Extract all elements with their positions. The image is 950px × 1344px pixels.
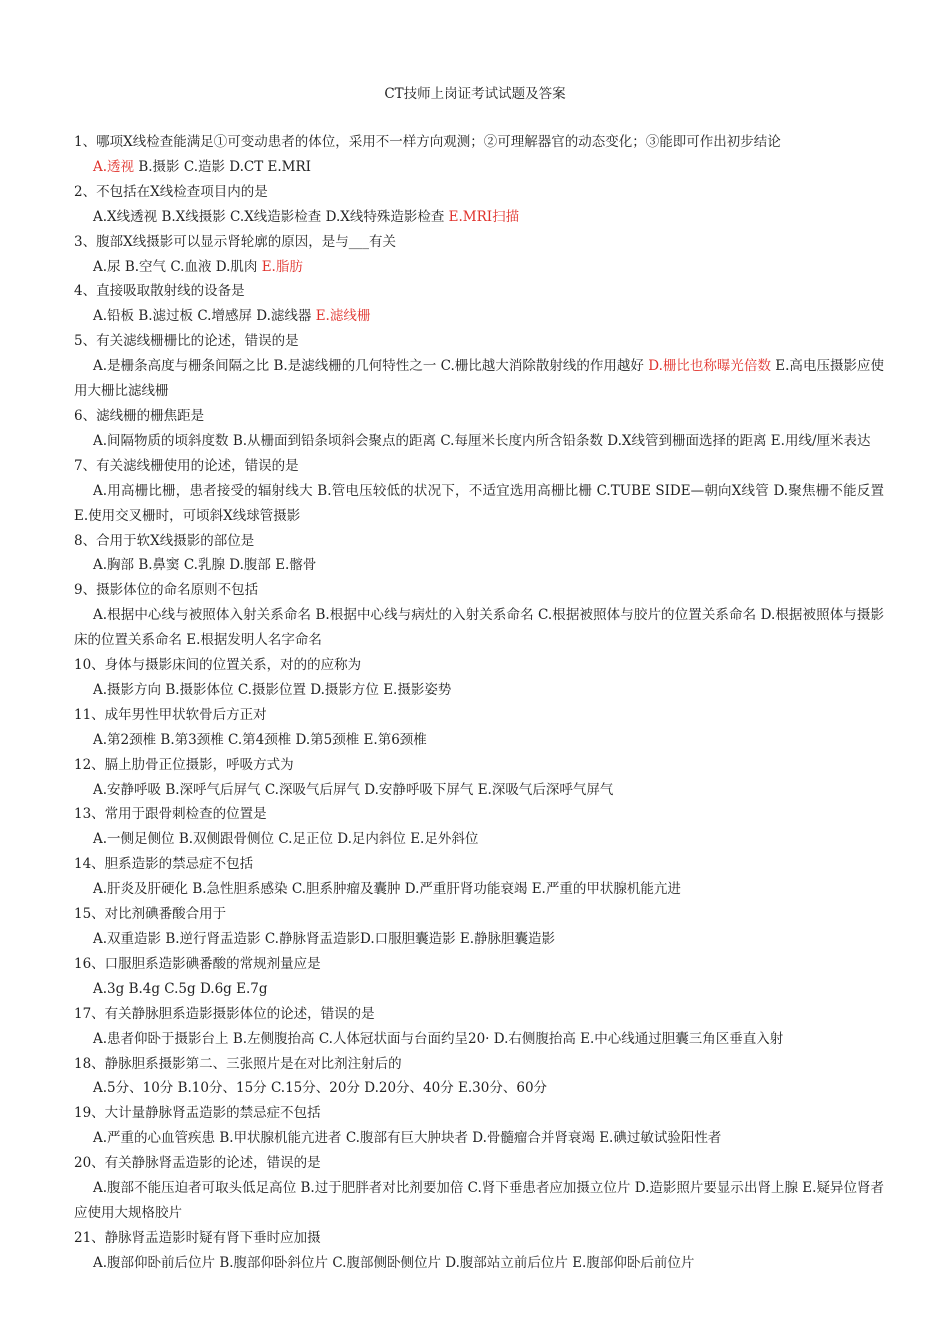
options-text: A.3g B.4g C.5g D.6g E.7g bbox=[93, 980, 268, 997]
question-item bbox=[74, 329, 884, 404]
question-options bbox=[74, 479, 884, 529]
correct-answer: D.栅比也称曝光倍数 bbox=[648, 358, 771, 375]
question-options bbox=[74, 827, 884, 852]
question-stem: 11、成年男性甲状软骨后方正对 bbox=[74, 706, 267, 723]
options-text: A.双重造影 B.逆行肾盂造影 C.静脉肾盂造影D.口服胆囊造影 E.静脉胆囊造影 bbox=[93, 931, 556, 947]
question-options bbox=[74, 1076, 884, 1101]
options-text: B.摄影 C.造影 D.CT E.MRI bbox=[134, 158, 311, 175]
options-text: E.高电压摄影应使用大栅比滤线栅 bbox=[74, 358, 884, 400]
question-item bbox=[74, 279, 884, 329]
question-options bbox=[74, 778, 884, 803]
question-stem: 10、身体与摄影床间的位置关系，对的的应称为 bbox=[74, 657, 362, 674]
options-text: A.安静呼吸 B.深呼气后屏气 C.深吸气后屏气 D.安静呼吸下屏气 E.深吸气后深呼气屏气 bbox=[93, 781, 614, 798]
options-text: A.严重的心血管疾患 B.甲状腺机能亢进者 C.腹部有巨大肿块者 D.骨髓瘤合并肾衰竭 E.碘过敏试验阳性者 bbox=[93, 1130, 722, 1147]
question-stem: 21、静脉肾盂造影时疑有肾下垂时应加摄 bbox=[74, 1229, 321, 1246]
question-stem: 14、胆系造影的禁忌症不包括 bbox=[74, 856, 254, 873]
question-options bbox=[74, 728, 884, 753]
question-stem: 6、滤线栅的栅焦距是 bbox=[74, 407, 205, 424]
question-stem: 20、有关静脉肾盂造影的论述，错误的是 bbox=[74, 1155, 321, 1172]
question-options bbox=[74, 429, 884, 454]
correct-answer: E.MRI扫描 bbox=[448, 208, 520, 225]
question-item bbox=[74, 802, 884, 852]
options-text: A.是栅条高度与栅条间隔之比 B.是滤线栅的几何特性之一 C.栅比越大消除散射线的作用越好 bbox=[93, 358, 649, 375]
question-item bbox=[74, 130, 884, 180]
options-text: A.摄影方向 B.摄影体位 C.摄影位置 D.摄影方位 E.摄影姿势 bbox=[93, 681, 452, 698]
question-stem: 4、直接吸取散射线的设备是 bbox=[74, 283, 245, 300]
question-item bbox=[74, 952, 884, 1002]
question-item bbox=[74, 454, 884, 529]
question-options bbox=[74, 255, 884, 280]
question-stem: 1、哪项X线检查能满足①可变动患者的体位，采用不一样方向观测；②可理解器官的动态变化；③能即可作出初步结论 bbox=[74, 134, 781, 150]
question-item bbox=[74, 852, 884, 902]
question-options bbox=[74, 1126, 884, 1151]
options-text: A.根据中心线与被照体入射关系命名 B.根据中心线与病灶的入射关系命名 C.根据被照体与胶片的位置关系命名 D.根据被照体与摄影床的位置关系命名 E.根据发明人名字命名 bbox=[74, 607, 884, 649]
options-text: A.第2颈椎 B.第3颈椎 C.第4颈椎 D.第5颈椎 E.第6颈椎 bbox=[93, 731, 427, 748]
options-text: A.X线透视 B.X线摄影 C.X线造影检查 D.X线特殊造影检查 bbox=[93, 208, 449, 225]
options-text: A.间隔物质的顷斜度数 B.从栅面到铅条顷斜会聚点的距离 C.每厘米长度内所含铅条数 D.X线管到栅面选择的距离 E.用线/厘米表达 bbox=[93, 432, 871, 449]
options-text: A.腹部仰卧前后位片 B.腹部仰卧斜位片 C.腹部侧卧侧位片 D.腹部站立前后位片 E.腹部仰卧后前位片 bbox=[93, 1254, 695, 1271]
question-options bbox=[74, 553, 884, 578]
correct-answer: A.透视 bbox=[93, 158, 135, 175]
question-stem: 16、口服胆系造影碘番酸的常规剂量应是 bbox=[74, 955, 321, 972]
question-item bbox=[74, 529, 884, 579]
question-options bbox=[74, 1176, 884, 1226]
question-item bbox=[74, 578, 884, 653]
question-list bbox=[74, 130, 884, 1276]
question-options bbox=[74, 1027, 884, 1052]
question-stem: 5、有关滤线栅栅比的论述，错误的是 bbox=[74, 333, 299, 350]
options-text: A.用高栅比栅，患者接受的辐射线大 B.管电压较低的状况下，不适宜选用高栅比栅 C.TUBE SIDE—朝向X线管 D.聚焦栅不能反置 E.使用交叉栅时，可顷斜X线球管摄影 bbox=[74, 482, 884, 524]
question-item bbox=[74, 404, 884, 454]
options-text: A.胸部 B.鼻窦 C.乳腺 D.腹部 E.髂骨 bbox=[93, 557, 317, 574]
question-item bbox=[74, 1052, 884, 1102]
question-item bbox=[74, 1002, 884, 1052]
page-title: CT技师上岗证考试试题及答案 bbox=[384, 86, 566, 102]
question-stem: 3、腹部X线摄影可以显示肾轮廓的原因，是与___有关 bbox=[74, 233, 396, 250]
question-item bbox=[74, 180, 884, 230]
question-stem: 17、有关静脉胆系造影摄影体位的论述，错误的是 bbox=[74, 1005, 375, 1022]
correct-answer: E.脂肪 bbox=[261, 258, 303, 275]
question-item bbox=[74, 703, 884, 753]
question-item bbox=[74, 1226, 884, 1276]
question-options bbox=[74, 155, 884, 180]
question-stem: 18、静脉胆系摄影第二、三张照片是在对比剂注射后的 bbox=[74, 1055, 402, 1072]
question-options bbox=[74, 603, 884, 653]
question-stem: 12、膈上肋骨正位摄影，呼吸方式为 bbox=[74, 756, 294, 773]
question-item bbox=[74, 902, 884, 952]
question-item bbox=[74, 1151, 884, 1226]
question-options bbox=[74, 304, 884, 329]
question-options bbox=[74, 877, 884, 902]
question-stem: 19、大计量静脉肾盂造影的禁忌症不包括 bbox=[74, 1105, 321, 1122]
options-text: A.一侧足侧位 B.双侧跟骨侧位 C.足正位 D.足内斜位 E.足外斜位 bbox=[93, 831, 479, 848]
question-options bbox=[74, 678, 884, 703]
question-stem: 13、常用于跟骨刺检查的位置是 bbox=[74, 806, 267, 823]
question-stem: 8、合用于软X线摄影的部位是 bbox=[74, 532, 255, 549]
question-stem: 9、摄影体位的命名原则不包括 bbox=[74, 582, 259, 599]
question-options bbox=[74, 927, 884, 952]
options-text: A.铅板 B.滤过板 C.增感屏 D.滤线器 bbox=[93, 308, 316, 325]
question-options bbox=[74, 977, 884, 1002]
question-item bbox=[74, 653, 884, 703]
question-item bbox=[74, 230, 884, 280]
question-stem: 15、对比剂碘番酸合用于 bbox=[74, 906, 227, 923]
question-item bbox=[74, 753, 884, 803]
question-stem: 7、有关滤线栅使用的论述，错误的是 bbox=[74, 457, 299, 474]
question-stem: 2、不包括在X线检查项目内的是 bbox=[74, 183, 268, 200]
options-text: A.腹部不能压迫者可取头低足高位 B.过于肥胖者对比剂要加倍 C.肾下垂患者应加摄立位片 D.造影照片要显示出肾上腺 E.疑异位肾者应使用大规格胶片 bbox=[74, 1180, 884, 1221]
options-text: A.肝炎及肝硬化 B.急性胆系感染 C.胆系肿瘤及囊肿 D.严重肝肾功能衰竭 E.严重的甲状腺机能亢进 bbox=[93, 881, 681, 898]
options-text: A.尿 B.空气 C.血液 D.肌肉 bbox=[93, 258, 262, 275]
question-options bbox=[74, 354, 884, 404]
question-options bbox=[74, 205, 884, 230]
question-options bbox=[74, 1251, 884, 1276]
options-text: A.5分、10分 B.10分、15分 C.15分、20分 D.20分、40分 E.30分、60分 bbox=[93, 1080, 548, 1097]
question-item bbox=[74, 1101, 884, 1151]
correct-answer: E.滤线栅 bbox=[315, 308, 371, 325]
options-text: A.患者仰卧于摄影台上 B.左侧腹抬高 C.人体冠状面与台面约呈20· D.右侧腹抬高 E.中心线通过胆囊三角区垂直入射 bbox=[93, 1030, 784, 1047]
